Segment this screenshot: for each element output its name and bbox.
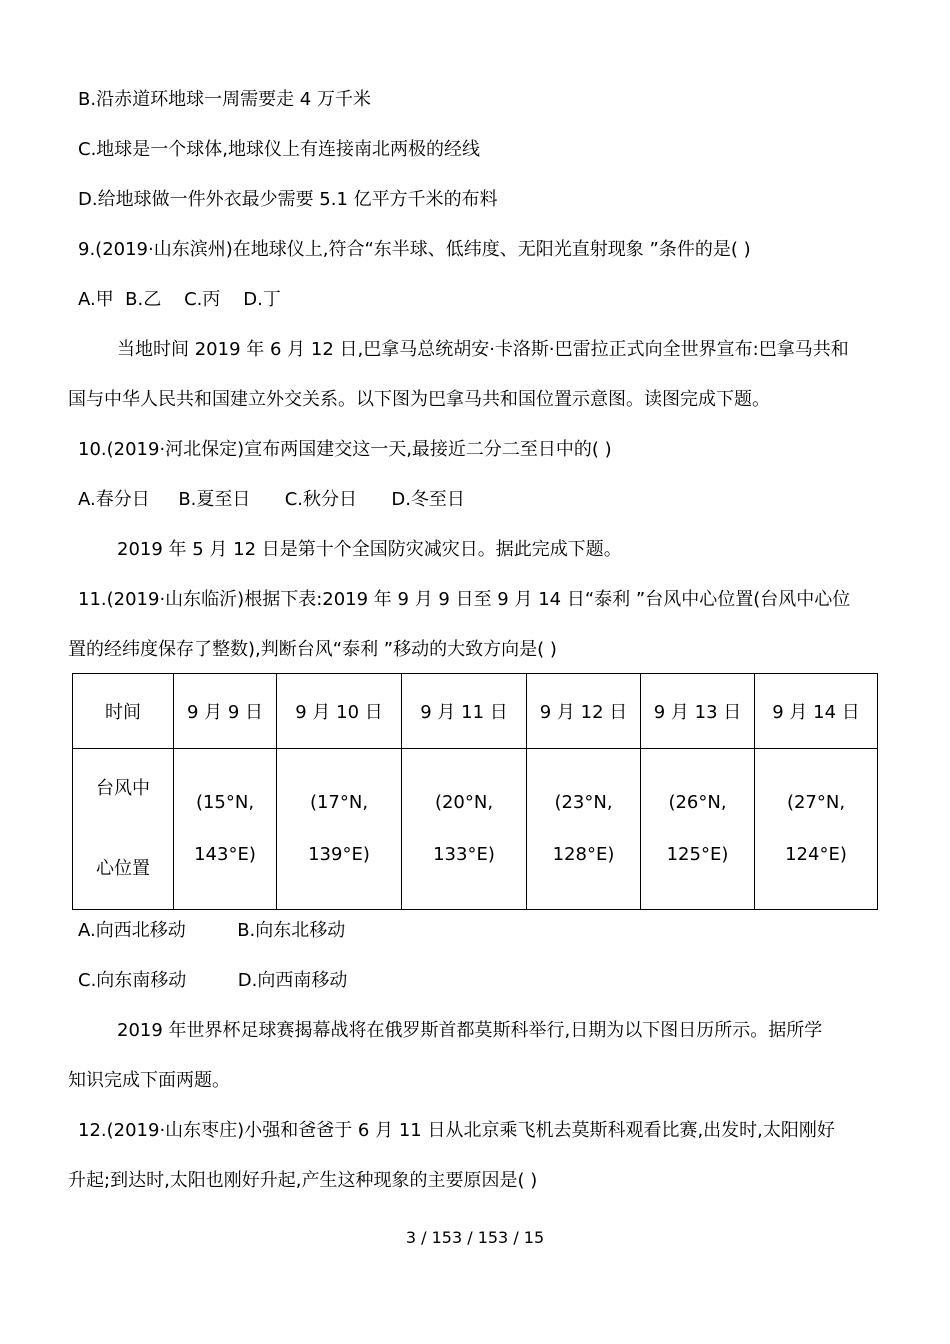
longitude: 133°E) xyxy=(433,844,495,865)
date-cell: 9 月 9 日 xyxy=(174,674,277,749)
typhoon-position-table xyxy=(72,673,878,910)
latitude: (15°N, xyxy=(195,792,255,813)
line-q8-d: D.给地球做一件外衣最少需要 5.1 亿平方千米的布料 xyxy=(78,189,498,210)
question-12-line-2: 升起;到达时,太阳也刚好升起,产生这种现象的主要原因是( ) xyxy=(68,1170,538,1191)
question-12-line-1: 12.(2019·山东枣庄)小强和爸爸于 6 月 11 日从北京乘飞机去莫斯科观看比赛,出发时,太阳刚好 xyxy=(78,1120,835,1141)
longitude: 128°E) xyxy=(552,844,615,865)
position-cell xyxy=(277,749,402,910)
paragraph-worldcup-1: 2019 年世界杯足球赛揭幕战将在俄罗斯首都莫斯科举行,日期为以下图日历所示。据所学 xyxy=(117,1020,823,1041)
position-cell xyxy=(755,749,878,910)
question-11-line-2: 置的经纬度保存了整数),判断台风“泰利 ”移动的大致方向是( ) xyxy=(68,639,557,660)
latitude: (20°N, xyxy=(434,792,494,813)
paragraph-worldcup-2: 知识完成下面两题。 xyxy=(68,1070,230,1091)
page-number: 3 / 153 / 153 / 15 xyxy=(405,1228,545,1247)
position-cell xyxy=(527,749,641,910)
date-cell: 9 月 14 日 xyxy=(755,674,878,749)
paragraph-disaster-day: 2019 年 5 月 12 日是第十个全国防灾减灾日。据此完成下题。 xyxy=(117,539,622,560)
date-cell: 9 月 12 日 xyxy=(527,674,641,749)
question-9: 9.(2019·山东滨州)在地球仪上,符合“东半球、低纬度、无阳光直射现象 ”条件的是( ) xyxy=(78,239,751,260)
latitude: (27°N, xyxy=(786,792,846,813)
date-cell: 9 月 13 日 xyxy=(641,674,755,749)
row-label-bottom: 心位置 xyxy=(96,858,150,879)
table-header-row xyxy=(73,674,878,749)
longitude: 143°E) xyxy=(194,844,256,865)
latitude: (17°N, xyxy=(309,792,369,813)
longitude: 124°E) xyxy=(785,844,847,865)
date-cell: 9 月 10 日 xyxy=(277,674,402,749)
paragraph-panama-2: 国与中华人民共和国建立外交关系。以下图为巴拿马共和国位置示意图。读图完成下题。 xyxy=(68,389,770,410)
table-row xyxy=(73,749,878,910)
longitude: 125°E) xyxy=(666,844,729,865)
row-label-cell xyxy=(73,749,174,910)
line-q8-c: C.地球是一个球体,地球仪上有连接南北两极的经线 xyxy=(78,139,481,160)
header-label-cell: 时间 xyxy=(73,674,174,749)
row-label-top: 台风中 xyxy=(96,778,150,799)
line-q8-b: B.沿赤道环地球一周需要走 4 万千米 xyxy=(78,89,371,110)
position-cell xyxy=(174,749,277,910)
question-10-options: A.春分日 B.夏至日 C.秋分日 D.冬至日 xyxy=(78,489,465,510)
date-cell: 9 月 11 日 xyxy=(402,674,527,749)
paragraph-panama-1: 当地时间 2019 年 6 月 12 日,巴拿马总统胡安·卡洛斯·巴雷拉正式向全世界宣布:巴拿马共和 xyxy=(117,339,849,360)
longitude: 139°E) xyxy=(308,844,370,865)
latitude: (23°N, xyxy=(554,792,613,813)
position-cell xyxy=(641,749,755,910)
position-cell xyxy=(402,749,527,910)
latitude: (26°N, xyxy=(668,792,727,813)
question-11-line-1: 11.(2019·山东临沂)根据下表:2019 年 9 月 9 日至 9 月 14 日“泰利 ”台风中心位置(台风中心位 xyxy=(78,589,851,610)
question-11-options-2: C.向东南移动 D.向西南移动 xyxy=(78,970,348,991)
question-9-options: A.甲 B.乙 C.丙 D.丁 xyxy=(78,289,281,310)
question-11-options-1: A.向西北移动 B.向东北移动 xyxy=(78,920,346,941)
question-10: 10.(2019·河北保定)宣布两国建交这一天,最接近二分二至日中的( ) xyxy=(78,439,612,460)
